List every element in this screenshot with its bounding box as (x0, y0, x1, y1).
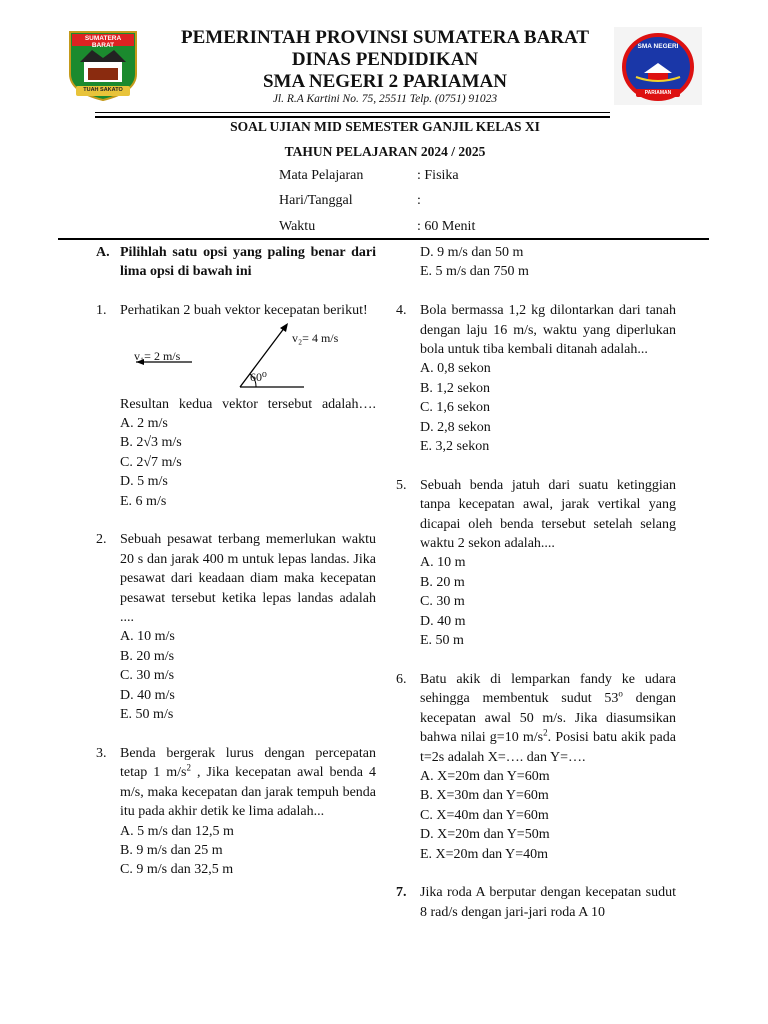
header-rule-thin (95, 112, 610, 113)
question-text: Sebuah benda jatuh dari suatu ketinggian tanpa kecepatan awal, jarak vertikal yang dicapai oleh benda tersebut setelah selang waktu 2 sekon adalah.... (420, 477, 676, 552)
question-text: Batu akik di lemparkan fandy ke udara sehingga membentuk sudut 53$^o$ dengan kecepatan awal 50 m/s. Jika diasumsikan bahwa nilai g=10 $m/s^2$. Posisi batu akik pada t=2s adalah X=…. dan Y=…. (420, 671, 677, 765)
vector-figure (120, 321, 376, 395)
option: A. 0,8 sekon (420, 361, 491, 377)
option: D. 40 m/s (120, 687, 175, 703)
province-logo-top-text: SUMATERA BARAT (84, 35, 122, 49)
label-v2: v₂= 4 m/s (292, 330, 339, 345)
school-logo-bottom-text: PARIAMAN (644, 90, 672, 96)
section-instruction: Pilihlah satu opsi yang paling benar dari lima opsi di bawah ini (120, 245, 376, 280)
question-text: Bola bermassa 1,2 kg dilontarkan dari tanah dengan laju 16 m/s, waktu yang diperlukan bola untuk tiba kembali ditanah adalah... (420, 303, 676, 358)
question-text-2: Resultan kedua vektor tersebut adalah…. (120, 396, 376, 412)
option: B. X=30m dan Y=60m (420, 788, 549, 804)
question-text: Perhatikan 2 buah vektor kecepatan berikut! (120, 303, 368, 319)
question-2 (96, 530, 376, 724)
option: E. X=20m dan Y=40m (420, 846, 549, 862)
header-address: Jl. R.A Kartini No. 75, 25511 Telp. (0751) 91023 (272, 93, 498, 105)
question-text: Jika roda A berputar dengan kecepatan sudut 8 rad/s dengan jari-jari roda A 10 (420, 885, 676, 920)
question-number: 4. (396, 303, 407, 319)
header-school: SMA NEGERI 2 PARIAMAN (262, 71, 507, 92)
option: D. X=20m dan Y=50m (420, 827, 550, 843)
vector-v2-arrowhead (280, 323, 288, 332)
option: C. 30 m (420, 594, 465, 610)
option: E. 50 m/s (120, 707, 174, 723)
option: C. 1,6 sekon (420, 400, 490, 416)
header-government: PEMERINTAH PROVINSI SUMATERA BARAT (180, 27, 589, 48)
info-value-date: : (417, 193, 421, 208)
info-label-subject: Mata Pelajaran (279, 168, 364, 183)
option: A. 10 m/s (120, 629, 175, 645)
question-text: Benda bergerak lurus dengan percepatan tetap 1 $m/s^2$ , Jika kecepatan awal benda 4 m/s, maka kecepatan dan jarak tempuh benda itu pada akhir detik ke lima adalah... (120, 745, 376, 820)
question-3-continued (396, 243, 676, 282)
option: A. 5 m/s dan 12,5 m (120, 823, 234, 839)
right-column (396, 243, 676, 922)
option: E. 5 m/s dan 750 m (420, 264, 529, 280)
info-label-time: Waktu (279, 219, 316, 234)
option: B. 20 m/s (120, 648, 175, 664)
option: E. 3,2 sekon (420, 439, 490, 455)
question-number: 2. (96, 532, 107, 548)
option: B. 1,2 sekon (420, 380, 490, 396)
question-number: 6. (396, 671, 407, 687)
option: C. X=40m dan Y=60m (420, 807, 549, 823)
option: B. 20 m (420, 574, 465, 590)
question-5 (396, 476, 676, 651)
header-department: DINAS PENDIDIKAN (291, 49, 479, 70)
school-logo (614, 27, 702, 105)
option: D. 5 m/s (120, 474, 168, 490)
option: A. 10 m (420, 555, 466, 571)
option: B. 9 m/s dan 25 m (120, 842, 223, 858)
section-heading: A. Pilihlah satu opsi yang paling benar dari lima opsi di bawah ini (96, 243, 376, 282)
label-angle: 60⁰ (250, 369, 267, 384)
option: C. 9 m/s dan 32,5 m (120, 862, 234, 878)
question-3 (96, 744, 376, 880)
question-7 (396, 883, 676, 922)
province-logo (66, 30, 140, 102)
info-value-time: : 60 Menit (417, 219, 476, 234)
info-value-subject: : Fisika (417, 168, 459, 183)
question-number: 1. (96, 303, 107, 319)
question-number: 3. (96, 745, 107, 761)
school-logo-top-text: SMA NEGERI (637, 43, 679, 50)
exam-title: SOAL UJIAN MID SEMESTER GANJIL KELAS XI (230, 119, 540, 134)
option: E. 50 m (420, 633, 464, 649)
option: B. 2√3 m/s (120, 435, 182, 451)
province-logo-bottom-text: TUAH SAKATO (83, 87, 123, 93)
question-1 (96, 301, 376, 511)
question-text: Sebuah pesawat terbang memerlukan waktu 20 s dan jarak 400 m untuk lepas landas. Jika pesawat dari keadaan diam maka kecepatan pesawat tersebut ketika lepas landas adalah .... (120, 532, 376, 626)
exam-year: TAHUN PELAJARAN 2024 / 2025 (284, 144, 486, 159)
option: A. 2 m/s (120, 416, 168, 432)
section-divider (58, 238, 709, 240)
option: C. 2√7 m/s (120, 454, 182, 470)
left-column (96, 243, 376, 880)
question-number: 5. (396, 477, 407, 493)
option: D. 2,8 sekon (420, 419, 491, 435)
option: D. 9 m/s dan 50 m (420, 245, 524, 260)
option: D. 40 m (420, 613, 466, 629)
info-label-date: Hari/Tanggal (279, 193, 353, 208)
option: A. X=20m dan Y=60m (420, 768, 550, 784)
header-rule-thick (95, 116, 610, 118)
question-number: 7. (396, 885, 407, 901)
question-4 (396, 301, 676, 456)
question-6 (396, 670, 676, 864)
option: C. 30 m/s (120, 668, 175, 684)
label-v1: v₁= 2 m/s (134, 348, 181, 363)
option: E. 6 m/s (120, 493, 167, 509)
